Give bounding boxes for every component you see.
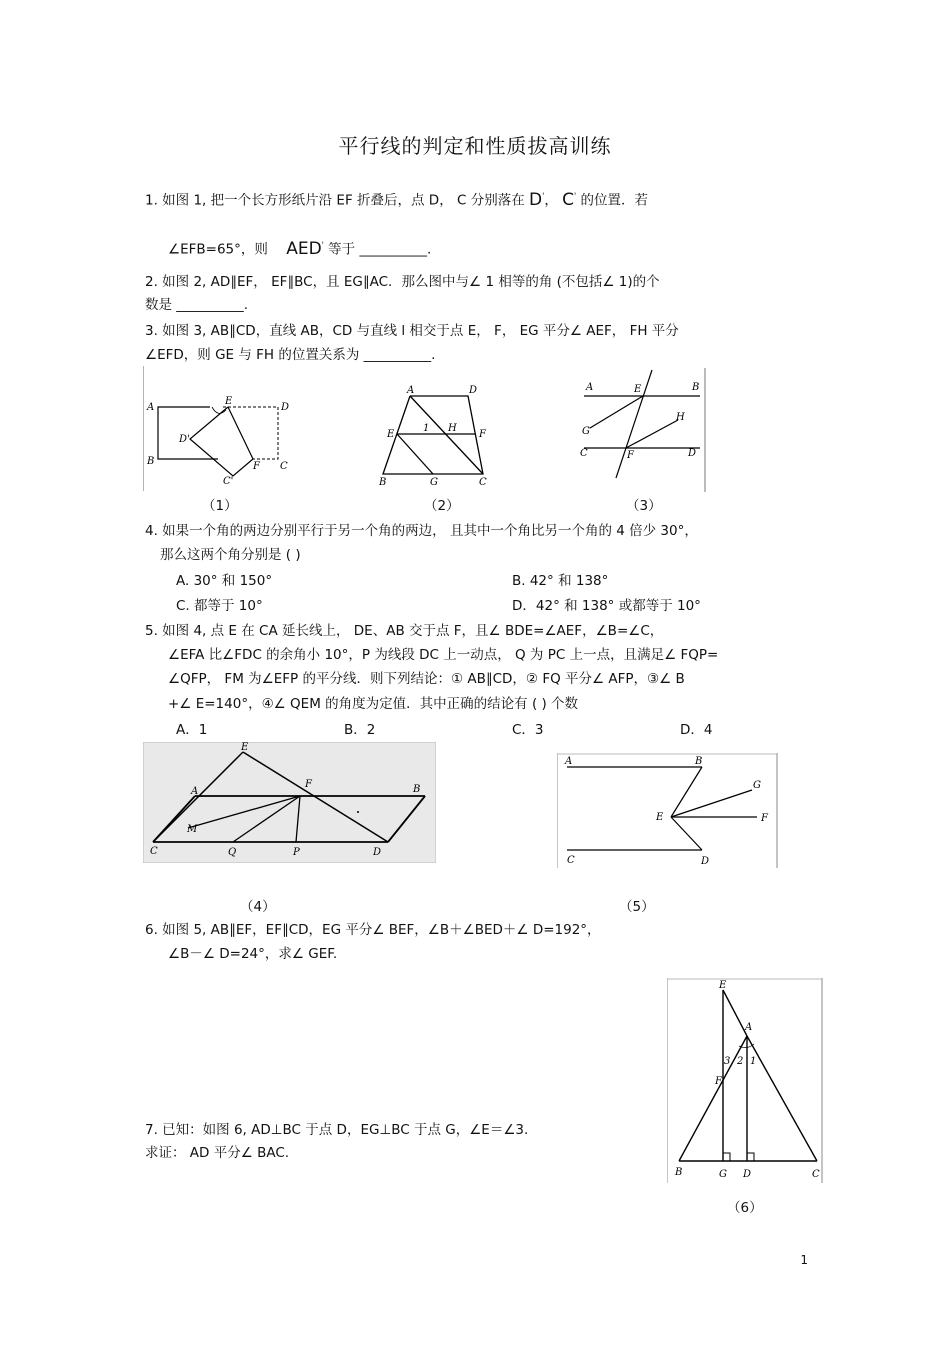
fig3-label-G: G xyxy=(582,426,590,437)
fig2-label-F: F xyxy=(479,429,486,440)
fig3-label-A: A xyxy=(586,382,594,393)
q5-line3: ∠QFP， FM 为∠EFP 的平分线．则下列结论：① AB∥CD，② FQ 平分∠ AFP，③∠ B xyxy=(168,671,685,687)
caption-fig6: （6） xyxy=(727,1200,763,1216)
fig5-label-E: E xyxy=(656,812,664,823)
fig2-label-B: B xyxy=(379,477,387,488)
q1-line1 xyxy=(145,187,648,210)
q1-line2-b: 等于 __________. xyxy=(328,241,432,258)
q1-d-prime: D' xyxy=(529,189,545,210)
fig1-label-F: F xyxy=(253,461,260,472)
q6-line1: 6. 如图 5, AB∥EF，EF∥CD，EG 平分∠ BEF，∠B＋∠BED＋∠ D=192°， xyxy=(145,922,601,938)
q5-line2: ∠EFA 比∠FDC 的余角小 10°，P 为线段 DC 上一动点， Q 为 PC 上一点，且满足∠ FQP= xyxy=(168,647,719,663)
fig4-label-C: C xyxy=(150,846,158,857)
fig5-label-G: G xyxy=(753,780,761,791)
fig3-label-H: H xyxy=(676,412,685,423)
fig2-label-A: A xyxy=(407,385,415,396)
fig5-label-F: F xyxy=(761,813,768,824)
caption-fig5: （5） xyxy=(619,899,655,915)
fig2-label-G: G xyxy=(430,477,438,488)
fig5-label-A: A xyxy=(565,756,573,767)
figure-6 xyxy=(667,978,824,1183)
figure-3 xyxy=(572,368,708,492)
fig6-label-B: B xyxy=(675,1167,683,1178)
q4-line2: 那么这两个角分别是 ( ) xyxy=(160,547,301,563)
q1-text-a: 1. 如图 1, 把一个长方形纸片沿 EF 折叠后，点 D， C 分别落在 xyxy=(145,192,525,209)
q5-line4: +∠ E=140°，④∠ QEM 的角度为定值．其中正确的结论有 ( ) 个数 xyxy=(168,696,579,712)
fig4-label-D: D xyxy=(373,847,382,858)
fig2-label-E: E xyxy=(387,429,395,440)
q2-line1: 2. 如图 2, AD∥EF， EF∥BC，且 EG∥AC．那么图中与∠ 1 相等的角 (不包括∠ 1)的个 xyxy=(145,274,660,290)
fig3-label-B: B xyxy=(692,382,700,393)
fig3-label-D: D xyxy=(688,448,697,459)
q4-line1: 4. 如果一个角的两边分别平行于另一个角的两边， 且其中一个角比另一个角的 4 倍少 30°， xyxy=(145,523,698,539)
fig2-label-C: C xyxy=(479,477,487,488)
figure-5 xyxy=(557,753,779,868)
fig1-label-B: B xyxy=(147,456,155,467)
caption-fig1: （1） xyxy=(202,498,238,514)
fig6-label-A: A xyxy=(745,1022,753,1033)
fig3-label-C: C xyxy=(580,448,588,459)
q4-option-c: C. 都等于 10° xyxy=(176,598,263,614)
fig5-label-B: B xyxy=(695,756,703,767)
q3-line2: ∠EFD，则 GE 与 FH 的位置关系为 __________. xyxy=(145,347,436,363)
q4-option-a: A. 30° 和 150° xyxy=(176,573,273,589)
caption-fig4: （4） xyxy=(240,899,276,915)
fig1-label-D: D xyxy=(281,402,290,413)
fig4-label-B: B xyxy=(413,784,421,795)
page-number: 1 xyxy=(800,1253,808,1267)
q2-line2: 数是 __________. xyxy=(145,297,249,313)
q4-option-b: B. 42° 和 138° xyxy=(512,573,609,589)
fig5-label-C: C xyxy=(567,855,575,866)
q5-option-a: A．1 xyxy=(176,722,208,738)
fig1-label-Dp: D' xyxy=(179,434,190,445)
fig6-label-D: D xyxy=(743,1169,752,1180)
q1-text-b: 的位置．若 xyxy=(580,192,648,209)
fig2-label-1: 1 xyxy=(423,423,430,434)
fig4-label-F: F xyxy=(305,779,312,790)
fig2-label-H: H xyxy=(448,423,457,434)
fig4-label-E: E xyxy=(241,742,249,753)
fig6-label-C: C xyxy=(812,1169,820,1180)
caption-fig3: （3） xyxy=(626,498,662,514)
fig6-label-3: 3 xyxy=(724,1056,731,1067)
fig6-label-E: E xyxy=(719,980,727,991)
page-title: 平行线的判定和性质拔高训练 xyxy=(338,134,612,158)
fig5-label-D: D xyxy=(701,856,710,867)
q1-line2-a: ∠EFB=65°，则 xyxy=(168,241,268,258)
fig6-label-G: G xyxy=(719,1169,727,1180)
q5-option-d: D．4 xyxy=(680,722,713,738)
caption-fig2: （2） xyxy=(424,498,460,514)
q5-option-b: B．2 xyxy=(344,722,376,738)
figure-2 xyxy=(375,382,495,490)
fig3-label-F: F xyxy=(627,450,634,461)
fig4-label-Q: Q xyxy=(228,847,237,858)
fig2-label-D: D xyxy=(469,385,478,396)
q3-line1: 3. 如图 3, AB∥CD，直线 AB，CD 与直线 l 相交于点 E， F， EG 平分∠ AEF， FH 平分 xyxy=(145,323,679,339)
q1-aed: AED' xyxy=(286,238,324,259)
fig4-label-P: P xyxy=(293,847,300,858)
q7-line2: 求证： AD 平分∠ BAC. xyxy=(145,1145,290,1161)
fig6-label-F: F xyxy=(715,1076,722,1087)
fig6-label-1: 1 xyxy=(750,1056,757,1067)
q5-line1: 5. 如图 4, 点 E 在 CA 延长线上， DE、AB 交于点 F，且∠ BDE=∠AEF，∠B=∠C， xyxy=(145,623,664,639)
fig1-label-A: A xyxy=(147,402,155,413)
q6-line2: ∠B－∠ D=24°，求∠ GEF. xyxy=(168,946,338,962)
q1-comma: ， xyxy=(544,192,558,209)
figure-4 xyxy=(143,742,436,863)
fig1-label-Cp: C' xyxy=(223,476,234,487)
fig1-label-E: E xyxy=(225,396,233,407)
q4-option-d: D．42° 和 138° 或都等于 10° xyxy=(512,598,701,614)
fig6-label-2: 2 xyxy=(737,1056,744,1067)
fig1-label-C: C xyxy=(280,461,288,472)
fig3-label-E: E xyxy=(634,384,642,395)
fig4-label-A: A xyxy=(191,786,199,797)
q5-option-c: C．3 xyxy=(512,722,544,738)
q1-c-prime: C' xyxy=(562,189,577,210)
fig4-label-M: M xyxy=(187,824,198,835)
q1-line2 xyxy=(168,236,431,259)
figure-1 xyxy=(143,366,308,491)
q7-line1: 7. 已知：如图 6, AD⊥BC 于点 D，EG⊥BC 于点 G，∠E＝∠3. xyxy=(145,1122,529,1138)
